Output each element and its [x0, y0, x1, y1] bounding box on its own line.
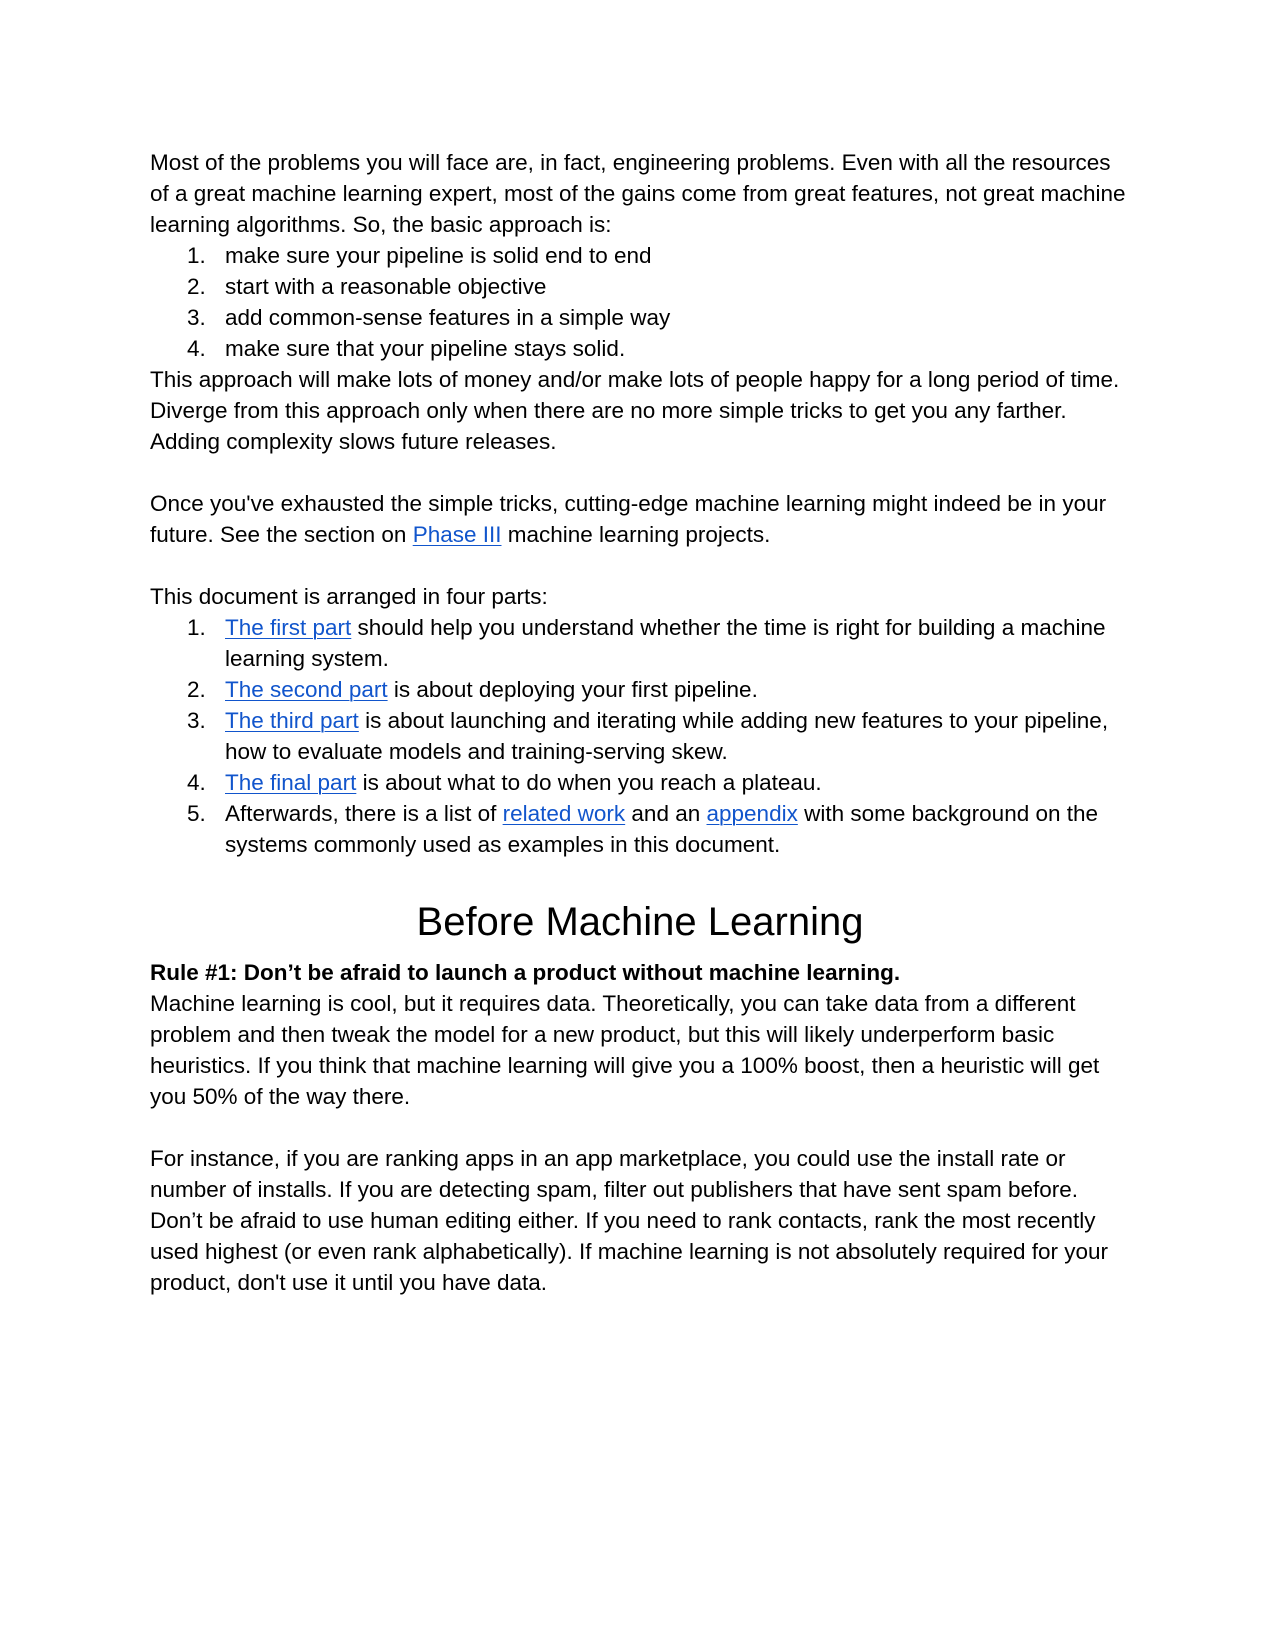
list-item-text: is about what to do when you reach a plateau.	[356, 770, 822, 795]
list-number: 4.	[187, 770, 206, 795]
list-item-text: is about deploying your first pipeline.	[387, 677, 758, 702]
list-number: 4.	[187, 336, 206, 361]
phase-text-before: Once you've exhausted the simple tricks, cutting-edge machine learning might indeed be in your future. See the section on	[150, 491, 1107, 547]
document-page	[150, 147, 1130, 1298]
list-item	[150, 674, 1130, 705]
rule-paragraph-1: Machine learning is cool, but it requires data. Theoretically, you can take data from a different problem and then tweak the model for a new product, but this will likely underperform basic heuristics. If you think that machine learning will give you a 100% boost, then a heuristic will get you 50% of the way there.	[150, 991, 1100, 1109]
phase-text-after: machine learning projects.	[501, 522, 771, 547]
list-item	[150, 302, 1130, 333]
list-number: 2.	[187, 677, 206, 702]
list-item-text: add common-sense features in a simple way	[225, 305, 671, 330]
list-item-text: should help you understand whether the time is right for building a machine learning system.	[225, 615, 1106, 671]
section-heading: Before Machine Learning	[416, 900, 864, 944]
rule-paragraph-2: For instance, if you are ranking apps in an app marketplace, you could use the install rate or number of installs. If you are detecting spam, filter out publishers that have sent spam before. Don’t be afraid to use human editing either. If you need to rank contacts, rank the most recently used highest (or even rank alphabetically). If machine learning is not absolutely required for your product, don't use it until you have data.	[150, 1146, 1109, 1295]
list-item-text: make sure that your pipeline stays solid.	[225, 336, 626, 361]
second-part-link[interactable]: The second part	[225, 677, 388, 702]
list-number: 1.	[187, 243, 206, 268]
list-item	[150, 798, 1130, 860]
list-item-text: and an	[625, 801, 707, 826]
phase-iii-link[interactable]: Phase III	[412, 522, 502, 547]
blank-line	[150, 1112, 1130, 1143]
approach-summary-paragraph: This approach will make lots of money and/or make lots of people happy for a long period of time. Diverge from this approach only when there are no more simple tricks to get you any farther. Adding complexity slows future releases.	[150, 367, 1120, 454]
rule-title: Rule #1: Don’t be afraid to launch a product without machine learning.	[150, 960, 901, 985]
list-number: 2.	[187, 274, 206, 299]
blank-line	[150, 550, 1130, 581]
list-number: 3.	[187, 708, 206, 733]
list-item	[150, 240, 1130, 271]
appendix-link[interactable]: appendix	[706, 801, 798, 826]
phase-paragraph	[150, 488, 1130, 550]
list-item	[150, 333, 1130, 364]
list-item-text: Afterwards, there is a list of	[225, 801, 503, 826]
third-part-link[interactable]: The third part	[225, 708, 359, 733]
approach-steps-list	[150, 240, 1130, 364]
related-work-link[interactable]: related work	[502, 801, 626, 826]
list-number: 3.	[187, 305, 206, 330]
intro-paragraph: Most of the problems you will face are, in fact, engineering problems. Even with all the resources of a great machine learning expert, most of the gains come from great features, not great machine learning algorithms. So, the basic approach is:	[150, 150, 1126, 237]
blank-line	[150, 457, 1130, 488]
parts-intro: This document is arranged in four parts:	[150, 584, 548, 609]
list-item	[150, 705, 1130, 767]
list-item-text: is about launching and iterating while adding new features to your pipeline, how to evaluate models and training-serving skew.	[225, 708, 1109, 764]
list-item-text: start with a reasonable objective	[225, 274, 547, 299]
list-number: 1.	[187, 615, 206, 640]
list-item-text: with some background on the systems commonly used as examples in this document.	[225, 801, 1099, 857]
list-number: 5.	[187, 801, 206, 826]
first-part-link[interactable]: The first part	[225, 615, 352, 640]
list-item	[150, 767, 1130, 798]
list-item-text: make sure your pipeline is solid end to end	[225, 243, 652, 268]
list-item	[150, 612, 1130, 674]
list-item	[150, 271, 1130, 302]
document-parts-list	[150, 612, 1130, 860]
final-part-link[interactable]: The final part	[225, 770, 357, 795]
